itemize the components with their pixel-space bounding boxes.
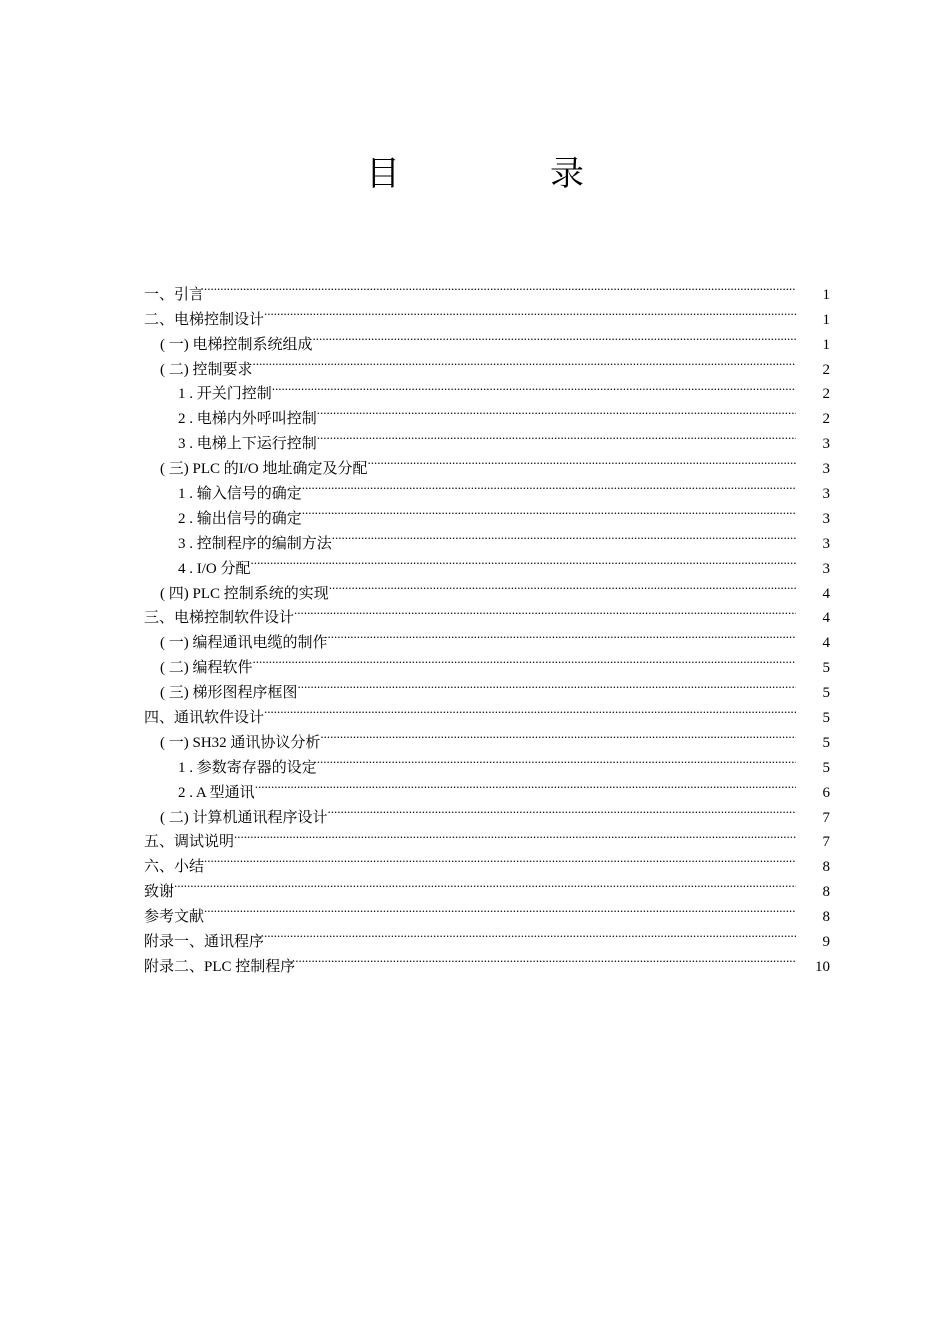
toc-entry-label: ( 二) 控制要求 (160, 361, 253, 378)
toc-entry-label: ( 一) 电梯控制系统组成 (160, 336, 313, 353)
toc-entry-page-number: 4 (822, 635, 830, 652)
toc-entry-label: 附录一、通讯程序 (144, 934, 265, 951)
toc-dot-leader (313, 324, 797, 349)
toc-dot-leader (302, 473, 796, 498)
toc-entry-label: 五、调试说明 (144, 834, 235, 851)
toc-entry-page-number: 8 (822, 909, 830, 926)
toc-dot-leader (328, 797, 797, 822)
title-spacer (400, 150, 550, 198)
toc-entry-page-number: 2 (822, 411, 830, 428)
toc-entry-label: 2 . A 型通讯 (178, 784, 255, 801)
toc-dot-leader (204, 846, 796, 871)
toc-dot-leader (264, 697, 796, 722)
toc-entry[interactable] (144, 274, 830, 303)
toc-entry-label: ( 三) 梯形图程序框图 (160, 685, 298, 702)
toc-entry-page-number: 4 (822, 610, 830, 627)
toc-entry-label: 参考文献 (144, 909, 205, 926)
toc-dot-leader (317, 747, 796, 772)
toc-entry-page-number: 3 (822, 560, 830, 577)
toc-dot-leader (174, 871, 796, 896)
toc-entry-page-number: 2 (822, 361, 830, 378)
toc-entry-page-number: 2 (822, 386, 830, 403)
toc-entry-label: 4 . I/O 分配 (178, 560, 251, 577)
toc-dot-leader (264, 299, 796, 324)
toc-entry[interactable] (144, 921, 830, 951)
toc-entry-label: 一、引言 (144, 286, 205, 303)
toc-dot-leader (332, 523, 796, 548)
toc-entry-page-number: 10 (815, 958, 830, 975)
toc-dot-leader (253, 647, 797, 672)
toc-entry-label: 1 . 参数寄存器的设定 (178, 759, 317, 776)
toc-entry-page-number: 8 (822, 859, 830, 876)
toc-entry-page-number: 1 (822, 336, 830, 353)
toc-entry-page-number: 3 (822, 510, 830, 527)
toc-entry[interactable] (144, 896, 830, 926)
toc-dot-leader (298, 672, 797, 697)
toc-entry-label: 附录二、PLC 控制程序 (144, 958, 296, 975)
toc-dot-leader (302, 498, 796, 523)
toc-entry-label: ( 二) 编程软件 (160, 660, 253, 677)
toc-entry[interactable] (144, 299, 830, 328)
toc-entry-label: 3 . 控制程序的编制方法 (178, 535, 332, 552)
toc-entry-label: 3 . 电梯上下运行控制 (178, 436, 317, 453)
toc-entry[interactable] (144, 822, 830, 851)
toc-entry-page-number: 9 (822, 934, 830, 951)
toc-entry-page-number: 3 (822, 486, 830, 503)
toc-entry-page-number: 1 (822, 286, 830, 303)
toc-entry-label: 2 . 电梯内外呼叫控制 (178, 411, 317, 428)
toc-entry-page-number: 5 (822, 710, 830, 727)
toc-dot-leader (317, 423, 796, 448)
toc-entry-page-number: 5 (822, 660, 830, 677)
toc-entry-page-number: 7 (822, 809, 830, 826)
toc-entry-page-number: 1 (822, 311, 830, 328)
toc-entry-label: ( 一) 编程通讯电缆的制作 (160, 635, 328, 652)
toc-entry[interactable] (144, 846, 830, 876)
toc-entry-label: ( 四) PLC 控制系统的实现 (160, 585, 329, 602)
toc-dot-leader (251, 548, 797, 573)
toc-dot-leader (253, 349, 797, 374)
toc-entry[interactable] (144, 871, 830, 901)
toc-dot-leader (234, 822, 796, 847)
toc-dot-leader (204, 274, 796, 299)
toc-entry-page-number: 7 (822, 834, 830, 851)
toc-entry-page-number: 6 (822, 784, 830, 801)
toc-dot-leader (317, 398, 796, 423)
toc-entry-page-number: 5 (822, 734, 830, 751)
toc-entry-label: 1 . 输入信号的确定 (178, 486, 302, 503)
toc-dot-leader (204, 896, 796, 921)
toc-dot-leader (295, 946, 796, 971)
toc-dot-leader (320, 722, 796, 747)
toc-entry-label: 三、电梯控制软件设计 (144, 610, 295, 627)
toc-entry-label: ( 三) PLC 的I/O 地址确定及分配 (160, 461, 368, 478)
toc-entry-page-number: 5 (822, 685, 830, 702)
toc-entry-page-number: 3 (822, 461, 830, 478)
toc-dot-leader (294, 598, 796, 623)
toc-entry-label: ( 一) SH32 通讯协议分析 (160, 734, 321, 751)
toc-entry-label: 1 . 开关门控制 (178, 386, 272, 403)
toc-entry-label: 二、电梯控制设计 (144, 311, 265, 328)
toc-entry-label: 致谢 (144, 884, 175, 901)
toc-entry-label: ( 二) 计算机通讯程序设计 (160, 809, 328, 826)
toc-entry-page-number: 3 (822, 436, 830, 453)
toc-entry-page-number: 3 (822, 535, 830, 552)
title-char-1: 目 (366, 154, 400, 194)
table-of-contents (144, 274, 830, 975)
toc-entry-page-number: 8 (822, 884, 830, 901)
toc-dot-leader (328, 622, 797, 647)
page-title (0, 150, 950, 198)
title-char-2: 录 (550, 154, 584, 194)
toc-dot-leader (368, 448, 797, 473)
toc-entry-label: 四、通讯软件设计 (144, 710, 265, 727)
toc-dot-leader (272, 374, 796, 399)
toc-dot-leader (329, 573, 796, 598)
toc-entry-page-number: 4 (822, 585, 830, 602)
toc-entry-page-number: 5 (822, 759, 830, 776)
toc-dot-leader (255, 772, 796, 797)
toc-entry-label: 六、小结 (144, 859, 205, 876)
toc-entry-label: 2 . 输出信号的确定 (178, 510, 302, 527)
toc-dot-leader (264, 921, 796, 946)
